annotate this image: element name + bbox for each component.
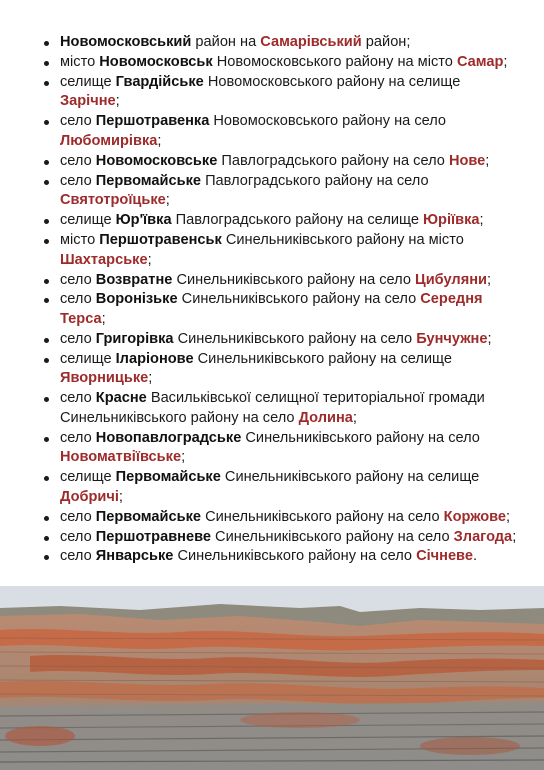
bullet-icon	[44, 358, 49, 363]
item-middle: Васильківської селищної територіальної громади Синельниківського району на село	[60, 390, 485, 426]
item-prefix: місто	[60, 232, 100, 249]
bullet-icon	[44, 298, 49, 303]
new-name: Долина	[298, 409, 353, 426]
item-middle: Синельниківського району на село	[173, 330, 417, 347]
item-prefix: село	[60, 330, 96, 347]
bullet-icon	[44, 41, 49, 46]
item-middle: Синельниківського району на місто	[221, 232, 464, 249]
item-prefix: селище	[60, 350, 116, 367]
bullet-icon	[44, 219, 49, 224]
old-name: Возвратне	[95, 271, 173, 288]
bullet-icon	[44, 120, 49, 125]
new-name: Шахтарське	[60, 251, 148, 268]
old-name: Гвардійське	[115, 73, 204, 90]
old-name: Григорівка	[95, 330, 174, 347]
item-middle: Новомосковського району на село	[209, 113, 447, 130]
item-middle: Синельниківського району на село	[201, 508, 444, 525]
old-name: Январське	[95, 548, 174, 565]
old-name: Новопавлоградське	[95, 429, 242, 446]
item-middle: Синельниківського району на село	[173, 548, 417, 565]
bullet-icon	[44, 555, 49, 560]
new-name: Самар	[456, 53, 504, 70]
new-name: Святотроїцьке	[60, 192, 166, 209]
item-middle: Новомосковського району на місто	[212, 53, 457, 70]
bullet-icon	[44, 516, 49, 521]
bullet-icon	[44, 160, 49, 165]
item-middle: Синельниківського району на село	[177, 291, 421, 308]
item-suffix: ;	[512, 528, 517, 545]
new-name: Нове	[448, 152, 486, 169]
item-suffix: ;	[352, 409, 357, 426]
new-name: Юріївка	[423, 212, 480, 229]
old-name: Першотравенка	[95, 113, 210, 130]
item-prefix: село	[60, 390, 96, 407]
old-name: Новомосковський	[60, 34, 192, 50]
item-suffix: ;	[479, 212, 484, 229]
list-item	[30, 468, 520, 507]
item-middle: Синельниківського району на селище	[220, 469, 480, 486]
list-item	[30, 330, 520, 350]
item-suffix: ;	[485, 152, 490, 169]
item-middle: Павлоградського району на село	[201, 172, 429, 189]
new-name: Зарічне	[60, 93, 116, 110]
new-name: Середня Терса	[60, 291, 483, 327]
rename-list	[30, 33, 520, 567]
list-item	[30, 547, 520, 567]
item-prefix: село	[60, 508, 96, 525]
item-suffix: ;	[157, 132, 162, 149]
item-suffix: ;	[506, 508, 511, 525]
item-middle: Синельниківського району на селище	[193, 350, 452, 367]
item-prefix: село	[60, 172, 96, 189]
new-name: Злагода	[453, 528, 513, 545]
bullet-icon	[44, 437, 49, 442]
item-suffix: ;	[148, 370, 153, 387]
old-name: Іларіонове	[115, 350, 194, 367]
item-prefix: місто	[60, 53, 100, 70]
bullet-icon	[44, 397, 49, 402]
new-name: Бунчужне	[416, 330, 488, 347]
list-item	[30, 350, 520, 389]
list-item	[30, 271, 520, 291]
list-item	[30, 33, 520, 53]
item-suffix: ;	[147, 251, 152, 268]
item-prefix: село	[60, 113, 96, 130]
new-name: Добричі	[60, 488, 119, 505]
bullet-icon	[44, 180, 49, 185]
list-item	[30, 211, 520, 231]
item-middle: Синельниківського району на село	[172, 271, 416, 288]
bullet-icon	[44, 81, 49, 86]
item-middle: Павлоградського району на селище	[171, 212, 423, 229]
old-name: Новомосковськ	[99, 53, 213, 70]
item-prefix: селище	[60, 212, 116, 229]
old-name: Первомайське	[95, 172, 202, 189]
new-name: Новоматвіївське	[60, 449, 182, 466]
new-name: Цибуляни	[415, 271, 487, 288]
old-name: Юр'ївка	[115, 212, 172, 229]
item-suffix: ;	[487, 330, 492, 347]
item-suffix: ;	[115, 93, 120, 110]
item-suffix: ;	[118, 488, 123, 505]
quarry-image	[0, 586, 544, 770]
old-name: Красне	[95, 390, 147, 407]
item-prefix: село	[60, 291, 96, 308]
list-item	[30, 528, 520, 548]
item-suffix: район;	[361, 34, 411, 50]
old-name: Первомайське	[95, 508, 202, 525]
list-item	[30, 508, 520, 528]
list-item	[30, 112, 520, 151]
list-item	[30, 290, 520, 329]
item-prefix: село	[60, 271, 96, 288]
bullet-icon	[44, 279, 49, 284]
item-middle: район на	[191, 34, 261, 50]
list-item	[30, 53, 520, 73]
old-name: Першотравневе	[95, 528, 211, 545]
item-prefix: село	[60, 528, 96, 545]
list-item	[30, 172, 520, 211]
bullet-icon	[44, 61, 49, 66]
bullet-icon	[44, 239, 49, 244]
old-name: Первомайське	[115, 469, 221, 486]
new-name: Січневе	[416, 548, 473, 565]
quarry-photo	[0, 586, 544, 770]
item-middle: Новомосковського району на селище	[203, 73, 461, 90]
item-suffix: ;	[487, 271, 492, 288]
item-suffix: .	[472, 548, 478, 565]
new-name: Любомирівка	[60, 132, 158, 149]
list-item	[30, 152, 520, 172]
item-suffix: ;	[165, 192, 170, 209]
item-suffix: ;	[101, 310, 106, 327]
item-prefix: селище	[60, 469, 116, 486]
old-name: Новомосковське	[95, 152, 218, 169]
list-item	[30, 389, 520, 428]
old-name: Першотравенськ	[99, 232, 222, 249]
new-name: Яворницьке	[60, 370, 149, 387]
old-name: Воронізьке	[95, 291, 178, 308]
new-name: Самарівський	[260, 34, 362, 50]
item-prefix: село	[60, 152, 96, 169]
item-prefix: село	[60, 548, 96, 565]
bullet-icon	[44, 536, 49, 541]
item-suffix: ;	[181, 449, 186, 466]
item-middle: Синельниківського району на село	[211, 528, 454, 545]
rename-list-container	[30, 33, 520, 567]
new-name: Коржове	[443, 508, 507, 525]
item-prefix: село	[60, 429, 96, 446]
bullet-icon	[44, 338, 49, 343]
item-suffix: ;	[503, 53, 508, 70]
list-item	[30, 429, 520, 468]
item-middle: Павлоградського району на село	[217, 152, 449, 169]
list-item	[30, 231, 520, 270]
item-middle: Синельниківського району на село	[241, 429, 480, 446]
list-item	[30, 73, 520, 112]
item-prefix: селище	[60, 73, 116, 90]
bullet-icon	[44, 476, 49, 481]
